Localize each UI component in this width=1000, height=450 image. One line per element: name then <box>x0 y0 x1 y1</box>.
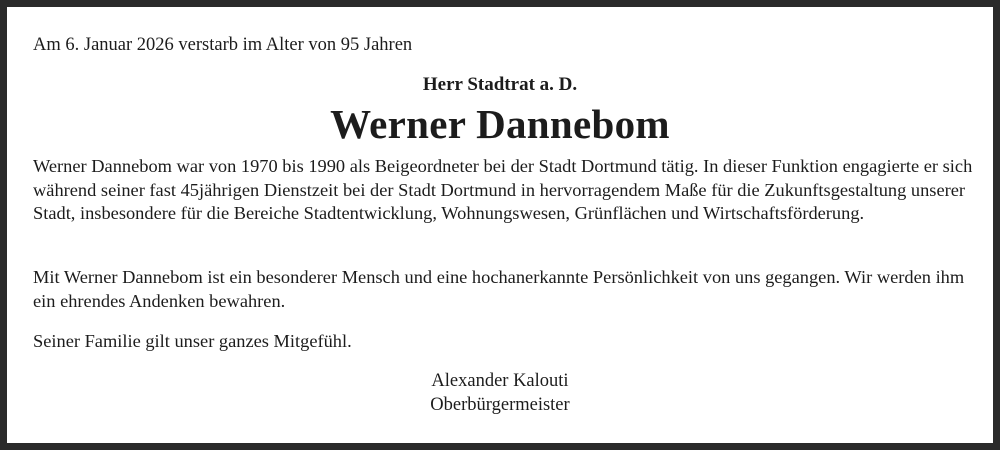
signatory-name: Alexander Kalouti <box>431 371 569 391</box>
death-announcement-line: Am 6. Januar 2026 verstarb im Alter von 95 Jahren <box>33 35 413 55</box>
signatory-title: Oberbürgermeister <box>430 395 570 415</box>
tribute-paragraph: Mit Werner Dannebom ist ein besonderer Mensch und eine hochanerkannte Persönlichkeit von uns gegangen. Wir werden ihm ein ehrendes Andenken bewahren. <box>33 267 965 311</box>
career-paragraph: Werner Dannebom war von 1970 bis 1990 als Beigeordneter bei der Stadt Dortmund tätig. In dieser Funktion engagierte er sich während seiner fast 45jährigen Dienstzeit bei der Stadt Dortmund in hervorragendem Maße für die Zukunftsgestaltung unserer Stadt, insbesondere für die Bereiche Stadtentwicklung, Wohnungswesen, Grünflächen und Wirtschaftsförderung. <box>33 156 973 223</box>
honorific-title: Herr Stadtrat a. D. <box>422 74 578 95</box>
signature-block <box>7 369 993 417</box>
obituary-notice <box>7 7 993 443</box>
condolence-paragraph: Seiner Familie gilt unser ganzes Mitgefühl. <box>33 331 352 351</box>
deceased-name: Werner Dannebom <box>330 101 670 147</box>
